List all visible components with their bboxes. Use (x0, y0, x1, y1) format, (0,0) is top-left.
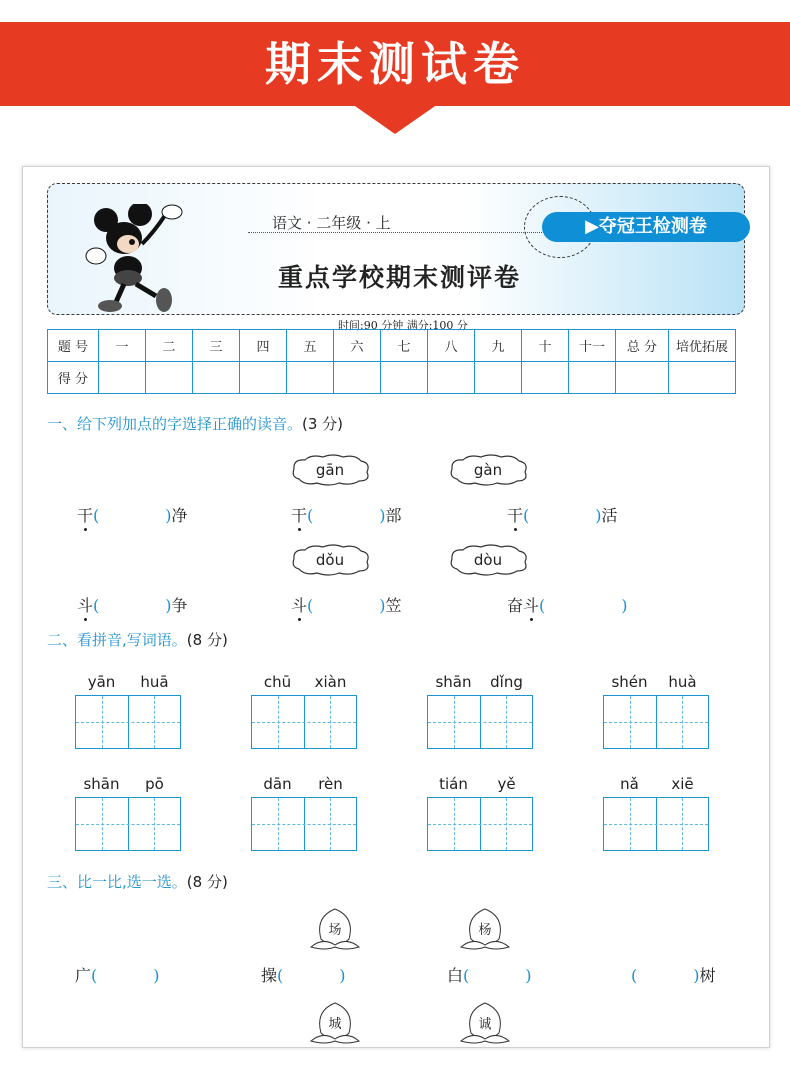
question-points: (3 分) (302, 415, 344, 433)
pinyin-option: dòu (473, 551, 503, 569)
writing-grid[interactable] (427, 695, 533, 749)
score-cell[interactable] (475, 362, 522, 394)
exam-title: 重点学校期末测评卷 (278, 263, 522, 292)
pinyin-cloud (289, 453, 371, 487)
word-suffix: 净 (171, 506, 188, 525)
writing-grid[interactable] (75, 797, 181, 851)
pinyin-syllable: yān (87, 673, 116, 691)
peach-card (455, 1001, 515, 1045)
peach-character: 诚 (478, 1017, 492, 1032)
column-header: 培优拓展 (669, 330, 736, 362)
word-prefix: 广 (75, 966, 92, 985)
pinyin-syllable: chū (263, 673, 292, 691)
pinyin-syllable: shān (435, 673, 472, 691)
word-suffix: 笠 (385, 596, 402, 615)
question-points: (8 分) (186, 873, 228, 891)
pinyin-syllable: yě (497, 775, 516, 793)
open-paren: ( (91, 966, 98, 985)
close-paren: ) (621, 596, 628, 615)
score-cell[interactable] (616, 362, 669, 394)
subject-grade: 语文 · 二年级 · 上 (272, 214, 391, 232)
word-suffix: 争 (171, 596, 188, 615)
word-suffix: 活 (601, 506, 618, 525)
writing-grid[interactable] (603, 797, 709, 851)
answer-item[interactable] (631, 963, 716, 986)
score-cell[interactable] (428, 362, 475, 394)
column-header: 六 (334, 330, 381, 362)
question-2-title (47, 629, 228, 650)
close-paren: ) (379, 506, 386, 525)
pinyin-option: dǒu (315, 551, 345, 569)
exam-paper (22, 166, 770, 1048)
close-paren: ) (165, 506, 172, 525)
answer-item[interactable]: 奋斗( ) (507, 596, 628, 615)
series-badge: ▶夺冠王检测卷 (542, 212, 750, 242)
column-header: 九 (475, 330, 522, 362)
close-paren: ) (693, 966, 700, 985)
pinyin-syllable: shān (83, 775, 120, 793)
close-paren: ) (153, 966, 160, 985)
peach-character: 场 (328, 923, 342, 938)
question-points: (8 分) (186, 631, 228, 649)
pinyin-syllable: xiē (671, 775, 694, 793)
score-cell[interactable] (193, 362, 240, 394)
score-cell[interactable] (146, 362, 193, 394)
score-cell[interactable] (669, 362, 736, 394)
score-cell[interactable] (334, 362, 381, 394)
column-header: 五 (287, 330, 334, 362)
open-paren: ( (307, 596, 314, 615)
target-character: 斗 (291, 596, 308, 615)
row-label: 得 分 (48, 362, 99, 394)
pinyin-syllable: tián (439, 775, 468, 793)
score-cell[interactable] (522, 362, 569, 394)
column-header: 总 分 (616, 330, 669, 362)
writing-grid[interactable] (251, 695, 357, 749)
answer-item[interactable] (447, 963, 532, 986)
pinyin-cloud (447, 543, 529, 577)
answer-item[interactable] (75, 963, 160, 986)
column-header: 八 (428, 330, 475, 362)
answer-item[interactable] (291, 593, 402, 616)
answer-item[interactable] (507, 503, 618, 526)
open-paren: ( (93, 506, 100, 525)
column-header: 四 (240, 330, 287, 362)
question-text: 三、比一比,选一选。 (47, 873, 187, 891)
answer-item[interactable] (77, 503, 188, 526)
word-prefix: 操 (261, 966, 278, 985)
peach-card (455, 907, 515, 951)
question-3-title (47, 871, 228, 892)
pinyin-cloud (289, 543, 371, 577)
score-cell[interactable] (381, 362, 428, 394)
banner-title: 期末测试卷 (265, 37, 525, 91)
open-paren: ( (631, 966, 638, 985)
close-paren: ) (165, 596, 172, 615)
pinyin-cloud (447, 453, 529, 487)
banner-arrow (352, 104, 438, 134)
word-suffix: 部 (385, 506, 402, 525)
exam-header (47, 183, 745, 332)
answer-item[interactable] (291, 503, 402, 526)
question-text: 二、看拼音,写词语。 (47, 631, 187, 649)
top-banner (0, 0, 790, 118)
table-row (48, 362, 736, 394)
column-header: 一 (99, 330, 146, 362)
column-header: 三 (193, 330, 240, 362)
column-header: 十一 (569, 330, 616, 362)
pinyin-syllable: huā (140, 673, 169, 691)
pinyin-syllable: dān (263, 775, 292, 793)
pinyin-syllable: rèn (318, 775, 343, 793)
pinyin-syllable: dǐng (490, 673, 523, 691)
peach-character: 杨 (478, 923, 492, 938)
open-paren: ( (93, 596, 100, 615)
question-1-title (47, 413, 343, 434)
pinyin-option: gān (315, 461, 345, 479)
question-text: 一、给下列加点的字选择正确的读音。 (47, 415, 303, 433)
writing-grid[interactable] (427, 797, 533, 851)
pinyin-syllable: nǎ (620, 775, 639, 793)
score-cell[interactable] (99, 362, 146, 394)
score-table (47, 329, 736, 394)
score-cell[interactable] (569, 362, 616, 394)
close-paren: ) (379, 596, 386, 615)
word-suffix: 树 (699, 966, 716, 985)
score-cell[interactable] (240, 362, 287, 394)
target-character: 干 (291, 506, 308, 525)
pinyin-option: gàn (473, 461, 503, 479)
open-paren: ( (277, 966, 284, 985)
target-character: 斗 (77, 596, 94, 615)
target-character: 干 (507, 506, 524, 525)
open-paren: ( (539, 596, 546, 615)
pinyin-syllable: xiàn (314, 673, 347, 691)
column-header: 七 (381, 330, 428, 362)
time-and-score: 时间:90 分钟 满分:100 分 (338, 319, 468, 332)
mickey-mouse-illustration (84, 204, 194, 319)
peach-character: 城 (328, 1017, 342, 1032)
row-label: 题 号 (48, 330, 99, 362)
pinyin-syllable: shén (611, 673, 648, 691)
pinyin-syllable: pō (145, 775, 164, 793)
column-header: 十 (522, 330, 569, 362)
pinyin-syllable: huà (668, 673, 697, 691)
answer-item[interactable] (77, 593, 188, 616)
peach-card (305, 907, 365, 951)
answer-item[interactable] (261, 963, 346, 986)
close-paren: ) (339, 966, 346, 985)
table-row (48, 330, 736, 362)
target-character: 干 (77, 506, 94, 525)
writing-grid[interactable] (251, 797, 357, 851)
open-paren: ( (463, 966, 470, 985)
score-cell[interactable] (287, 362, 334, 394)
open-paren: ( (523, 506, 530, 525)
peach-card (305, 1001, 365, 1045)
column-header: 二 (146, 330, 193, 362)
writing-grid[interactable] (603, 695, 709, 749)
word-prefix: 白 (447, 966, 464, 985)
close-paren: ) (525, 966, 532, 985)
open-paren: ( (307, 506, 314, 525)
close-paren: ) (595, 506, 602, 525)
writing-grid[interactable] (75, 695, 181, 749)
